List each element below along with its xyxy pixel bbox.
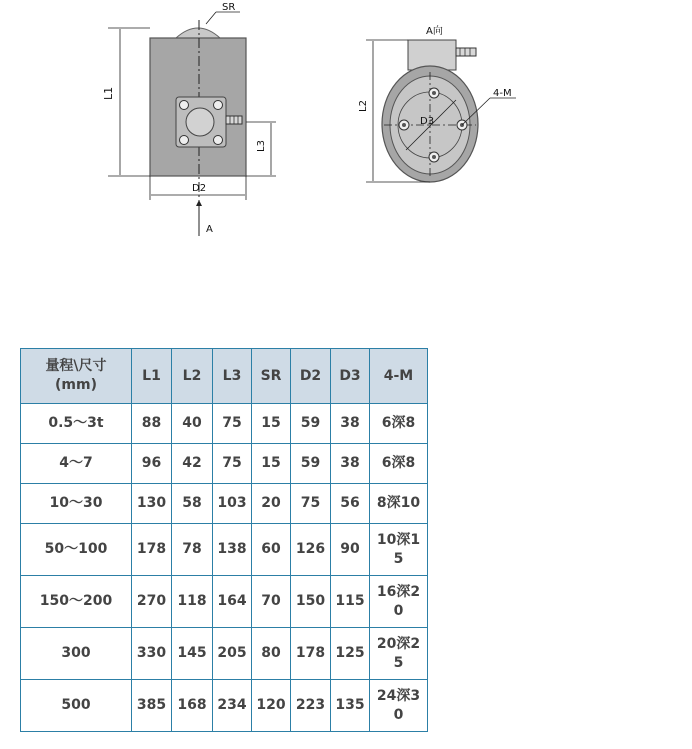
l1-label: L1 [102,86,115,100]
cell-l2: 42 [172,444,213,484]
header-sr: SR [252,349,291,404]
cell-4m: 8深10 [370,484,428,524]
cell-sr: 60 [252,524,291,576]
sr-label: SR [222,2,236,13]
cell-l2: 118 [172,576,213,628]
cell-d2: 59 [291,444,331,484]
view-a-label: A向 [426,26,443,37]
cell-range: 0.5～3t [21,404,132,444]
header-l2: L2 [172,349,213,404]
cell-range: 500 [21,680,132,732]
cell-sr: 70 [252,576,291,628]
cell-range: 10～30 [21,484,132,524]
cell-sr: 20 [252,484,291,524]
header-4m: 4-M [370,349,428,404]
header-range: 量程\尺寸 (mm) [21,349,132,404]
cell-4m [370,524,428,576]
cell-l2: 145 [172,628,213,680]
spherical-crown [176,28,220,38]
cell-sr: 120 [252,680,291,732]
cell-d2: 75 [291,484,331,524]
cell-d3: 90 [331,524,370,576]
l2-label: L2 [358,100,369,112]
cell-4m-text: 10深15 [376,531,421,567]
cell-l1: 178 [132,524,172,576]
holes-label: 4-M [493,88,512,99]
cell-l1: 88 [132,404,172,444]
cell-l3: 103 [213,484,252,524]
table-row [21,484,428,524]
cell-l2: 40 [172,404,213,444]
cell-4m: 6深8 [370,444,428,484]
header-d2: D2 [291,349,331,404]
cell-range: 50～100 [21,524,132,576]
cell-l3: 75 [213,444,252,484]
cell-l1: 330 [132,628,172,680]
cell-d2: 223 [291,680,331,732]
cell-4m [370,576,428,628]
cell-l1: 96 [132,444,172,484]
cell-l2: 168 [172,680,213,732]
cell-range: 4～7 [21,444,132,484]
cell-d3: 56 [331,484,370,524]
table-row [21,628,428,680]
front-view [102,2,276,236]
side-view [358,24,516,182]
cell-d3: 38 [331,404,370,444]
view-a-arrow-label: A [206,224,213,235]
d3-label: D3 [420,116,435,127]
cell-l3: 164 [213,576,252,628]
cell-l3: 75 [213,404,252,444]
cell-l1: 130 [132,484,172,524]
cell-l3: 234 [213,680,252,732]
cell-d3: 115 [331,576,370,628]
cell-l2: 78 [172,524,213,576]
cell-4m-text: 16深20 [376,583,421,619]
technical-drawing [0,0,692,330]
cell-4m [370,628,428,680]
cell-sr: 15 [252,444,291,484]
header-d3: D3 [331,349,370,404]
table-row [21,680,428,732]
cell-4m: 6深8 [370,404,428,444]
table-row [21,444,428,484]
cell-l1: 385 [132,680,172,732]
cell-range: 150～200 [21,576,132,628]
cell-l3: 205 [213,628,252,680]
cell-sr: 80 [252,628,291,680]
table-row [21,404,428,444]
cell-l2: 58 [172,484,213,524]
table-header-row [21,349,428,404]
l3-label: L3 [256,140,267,152]
cell-4m-text: 20深25 [376,635,421,671]
cell-sr: 15 [252,404,291,444]
cell-range: 300 [21,628,132,680]
header-l1: L1 [132,349,172,404]
cell-d2: 59 [291,404,331,444]
cell-d3: 38 [331,444,370,484]
table-row [21,524,428,576]
d2-label: D2 [192,183,207,194]
cell-l3: 138 [213,524,252,576]
header-l3: L3 [213,349,252,404]
dimension-table [20,348,428,732]
cell-d2: 126 [291,524,331,576]
cell-d2: 178 [291,628,331,680]
cell-l1: 270 [132,576,172,628]
cell-4m [370,680,428,732]
cell-d3: 125 [331,628,370,680]
cell-d3: 135 [331,680,370,732]
cell-4m-text: 24深30 [376,687,421,723]
cell-d2: 150 [291,576,331,628]
table-row [21,576,428,628]
